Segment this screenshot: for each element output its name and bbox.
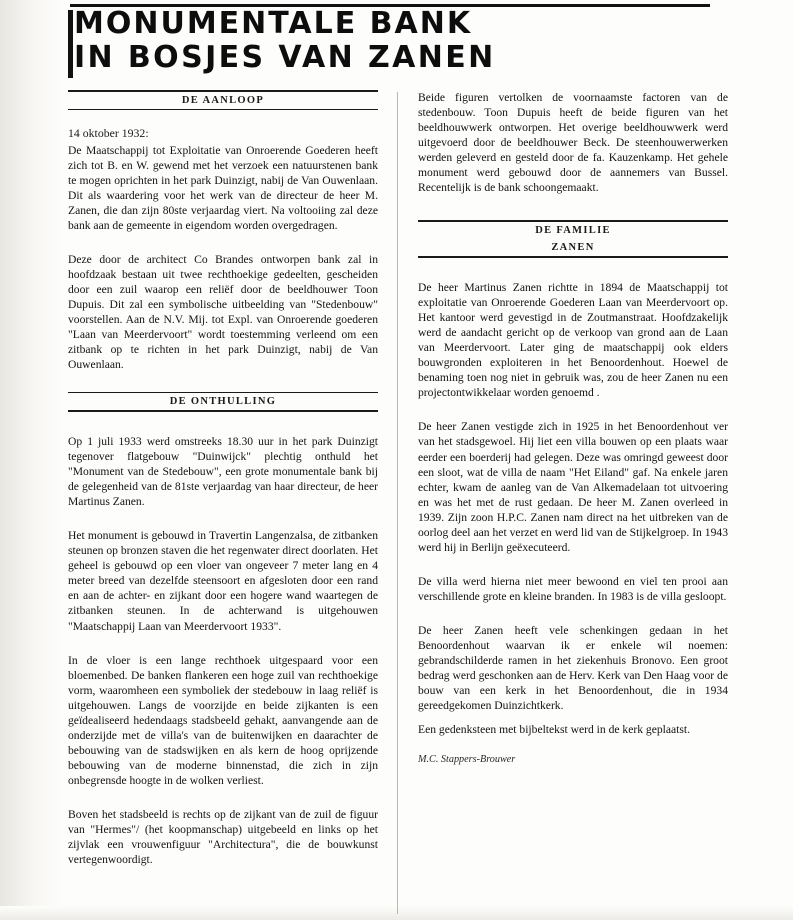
onthulling-paragraph-3: In de vloer is een lange rechthoek uitgespaard voor een bloemenbed. De banken flankeren een hoge zuil van rechthoekige vorm, waaromheen een symboliek der stedebouw in laag reliëf is uitgehouwen. Langs de voorzijde en beide zijkanten is een geïdealiseerd hedendaags stadsbeeld gehakt, aanvangende aan de onderzijde met de villa's van de buitenwijken en daarachter de bebouwing van de stadswijken en als kern de hoog oprijzende bebouwing van de moderne binnenstad, die zich in zijn onbegrensde hoogte in de wolken verliest. (68, 653, 378, 788)
familie-paragraph-3: De villa werd hierna niet meer bewoond en viel ten prooi aan verschillende grote en kleine branden. In 1983 is de villa gesloopt. (418, 574, 728, 603)
heading-label-line-2: ZANEN (551, 242, 595, 254)
familie-paragraph-1: De heer Martinus Zanen richtte in 1894 de Maatschappij tot exploitatie van Onroerende Goederen Laan van Meerdervoort op. Het kantoor werd gevestigd in de Zoutmanstraat. Hoofdzakelijk werd de aandacht gericht op de verkoop van grond aan de Laan van Meerdervoort. Later ging de maatschappij ook elders bouwgronden exploiteren in het Benoordenhout. Hoewel de benaming toen nog niet in gebruik was, zou de heer Zanen nu een projectontwikkelaar worden genoemd . (418, 280, 728, 400)
masthead (68, 4, 728, 74)
heading-label: DE AANLOOP (181, 94, 265, 106)
spacer (68, 520, 378, 528)
document-title-line-2: IN BOSJES VAN ZANEN (74, 39, 496, 75)
heading-rule-bottom (68, 109, 378, 111)
spacer (68, 420, 378, 434)
masthead-left-bar (68, 10, 73, 78)
familie-paragraph-2: De heer Zanen vestigde zich in 1925 in het Benoordenhout ver van het stadsgewoel. Hij liet een villa bouwen op een plaats waar eerder een boerderij had gelegen. Deze was omringd geweest door een sloot, wat de villa de naam "Het Eiland" gaf. Na enkele jaren echter, kwam de aanleg van de Van Alkemadelaan tot uitvoering en was het met de rust gedaan. De heer M. Zanen overleed in 1939. Zijn zoon H.P.C. Zanen nam direct na het uitbreken van de oorlog deel aan het verzet en werd lid van de Stijkelgroep. In 1943 werd hij in Berlijn geëxecuteerd. (418, 420, 728, 554)
spacer (418, 266, 728, 280)
spacer (418, 615, 728, 623)
column-divider (397, 92, 398, 914)
aanloop-paragraph-2: Deze door de architect Co Brandes ontworpen bank zal in hoofdzaak bestaan uit twee rechthoekige gedeelten, gescheiden door een zuil waarop een reliëf door de beeldhouwer Toon Dupuis. Dit zal een symbolische uitbeelding van "Stedenbouw" voorstellen. Aan de N.V. Mij. tot Expl. van Onroerende goederen "Laan van Meerdervoort" wordt toestemming verleend om een zitbank op te richten in het park Duinzigt, nabij de Van Ouwenlaan. (68, 253, 378, 372)
onthulling-paragraph-4: Boven het stadsbeeld is rechts op de zijkant van de zuil de figuur van "Hermes"/ (het koopmanschap) uitgebeeld en links op het zijvlak een vrouwenfiguur "Architectura", die de bouwkunst vertegenwoordigt. (68, 808, 378, 867)
spacer (68, 384, 378, 392)
spacer (418, 566, 728, 574)
onthulling-paragraph-1: Op 1 juli 1933 werd omstreeks 18.30 uur in het park Duinzigt tegenover flatgebouw "Duinwijck" plechtig onthuld het "Monument van de Stedebouw", een grote monumentale bank bij de gelegenheid van de 81ste verjaardag van haar directeur, de heer Martinus Zanen. (68, 434, 378, 509)
scan-edge-left (0, 0, 60, 920)
onthulling-paragraph-2: Het monument is gebouwd in Travertin Langenzalsa, de zitbanken steunen op bronzen staven die het regenwater direct doorlaten. Het geheel is gebouwd op een vloer van ongeveer 7 meter lang en 4 meter breed van dezelfde steensoort en afgesloten door een rand en aan de achter- en zijkant door een hogere wand waartegen de zitbanken steunen. In de achterwand is uitgehouwen "Maatschappij Laan van Meerdervoort 1933". (68, 529, 378, 633)
heading-label: DE ONTHULLING (169, 396, 277, 408)
heading-rule-bottom (68, 410, 378, 412)
left-column (68, 90, 378, 878)
stedenbouw-paragraph: Beide figuren vertolken de voornaamste factoren van de stedenbouw. Toon Dupuis heeft de beide figuren van het beeldhouwwerk ontworpen. Het overige beeldhouwwerk werd uitgevoerd door de beeldhouwer Beck. De steenhouwerwerken werden geleverd en gesteld door de fa. Kauzenkamp. Het gehele monument werd gebouwd door de aannemers van Bussel. Recentelijk is de bank schoongemaakt. (418, 91, 728, 195)
spacer (68, 244, 378, 252)
article-columns (68, 90, 728, 916)
aanloop-date: 14 oktober 1932: (68, 126, 149, 141)
document-title-line-1: MONUMENTALE BANK (74, 6, 473, 41)
section-heading-de-aanloop (68, 90, 378, 110)
spacer (68, 645, 378, 653)
spacer (418, 206, 728, 220)
spacer (68, 799, 378, 807)
familie-paragraph-5: Een gedenksteen met bijbeltekst werd in de kerk geplaatst. (418, 723, 691, 737)
spacer (418, 411, 728, 419)
aanloop-paragraph-1: De Maatschappij tot Exploitatie van Onroerende Goederen heeft zich tot B. en W. gewend met het verzoek een natuurstenen bank te mogen oprichten in het park Duinzigt, nabij de Van Ouwenlaan. Dit als waardering voor het werk van de directeur de heer M. Zanen, die dan zijn 80ste verjaardag viert. Na voltooiing zal deze bank aan de gemeente in eigendom worden overgedragen. (68, 143, 378, 232)
author-signature: M.C. Stappers-Brouwer (418, 753, 516, 765)
section-heading-de-onthulling (68, 392, 378, 412)
section-heading-de-familie-zanen (418, 220, 728, 257)
right-column (418, 90, 728, 765)
heading-rule-bottom (418, 256, 728, 258)
spacer (68, 118, 378, 126)
document-content (68, 0, 728, 920)
heading-label-line-1: DE FAMILIE (535, 225, 611, 237)
familie-paragraph-4: De heer Zanen heeft vele schenkingen gedaan in het Benoordenhout waarvan ik er enkele wil noemen: gebrandschilderde ramen in het ziekenhuis Bronovo. Een groot bedrag werd geschonken aan de Herv. Kerk van Den Haag voor de bouw van een kerk in het Benoordenhout, die in 1934 gereedgekomen Duinzichtkerk. (418, 624, 728, 713)
